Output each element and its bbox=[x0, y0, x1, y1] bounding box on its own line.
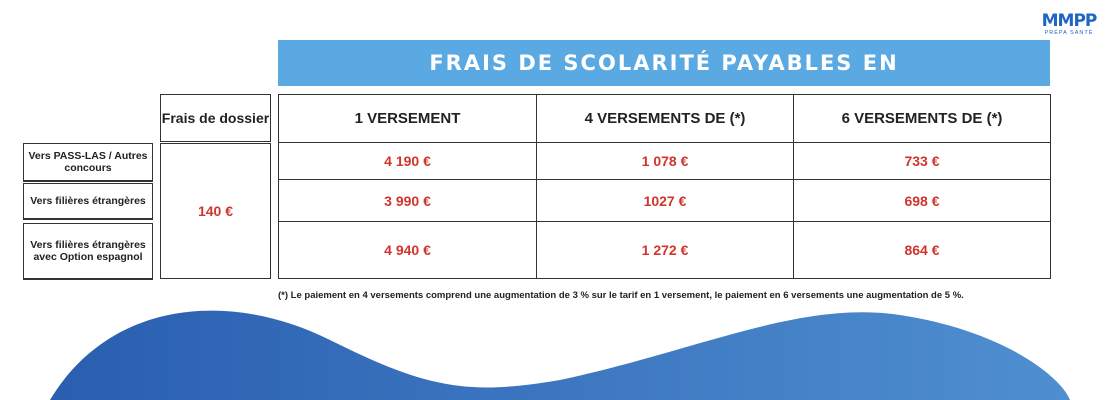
row-label-pass-las: Vers PASS-LAS / Autres concours bbox=[23, 143, 153, 181]
price-cell: 4 940 € bbox=[384, 242, 431, 258]
price-cell: 864 € bbox=[904, 242, 940, 258]
price-cell: 1027 € bbox=[643, 192, 687, 209]
mmpp-logo bbox=[1040, 12, 1098, 42]
fees-table bbox=[278, 94, 1051, 279]
banner-title: FRAIS DE SCOLARITÉ PAYABLES EN bbox=[278, 40, 1050, 86]
logo-subtitle: PRÉPA SANTÉ bbox=[1044, 30, 1094, 36]
dossier-value: 140 € bbox=[160, 143, 271, 279]
column-header: 4 VERSEMENTS DE (*) bbox=[584, 110, 746, 127]
price-cell: 733 € bbox=[904, 153, 940, 169]
price-cell: 698 € bbox=[904, 192, 940, 209]
row-label-espagnol: Vers filières étrangères avec Option espagnol bbox=[23, 223, 153, 279]
logo-mark: MMPP bbox=[1041, 11, 1097, 31]
price-cell: 1 078 € bbox=[641, 153, 689, 169]
dossier-header: Frais de dossier bbox=[160, 94, 271, 142]
price-cell: 1 272 € bbox=[641, 242, 689, 258]
column-header: 6 VERSEMENTS DE (*) bbox=[841, 110, 1003, 127]
column-header: 1 VERSEMENT bbox=[354, 110, 461, 127]
price-cell: 4 190 € bbox=[384, 153, 431, 169]
footnote: (*) Le paiement en 4 versements comprend une augmentation de 3 % sur le tarif en 1 versement, le paiement en 6 versements une augmentation de 5 %. bbox=[278, 290, 964, 301]
price-cell: 3 990 € bbox=[384, 192, 431, 209]
row-label-etrangeres: Vers filières étrangères bbox=[23, 183, 153, 219]
